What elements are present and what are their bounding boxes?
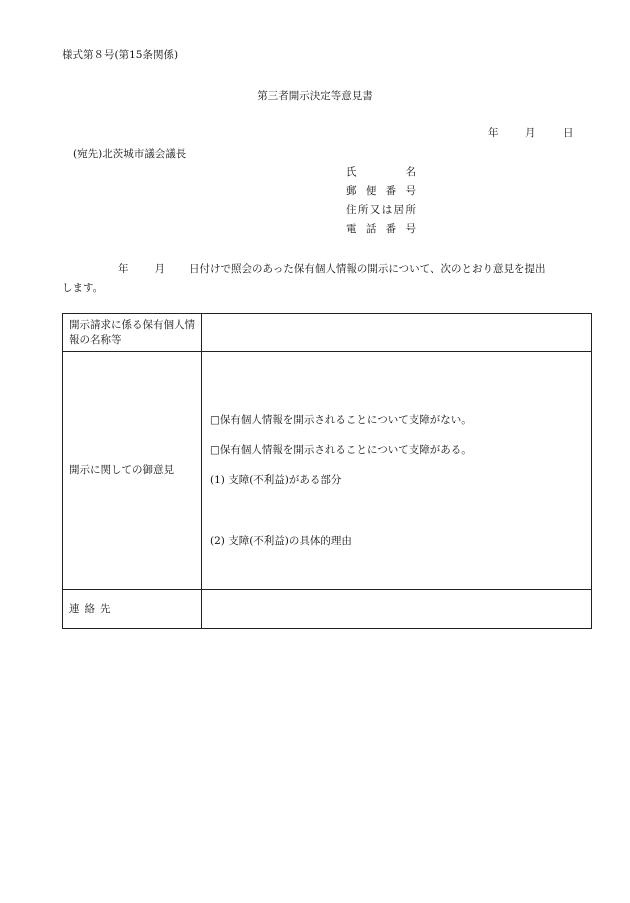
sender-postal-code-label: 郵便番号 [346,185,416,197]
opinion-table [62,313,592,629]
target-info-field[interactable] [202,314,592,352]
document-title: 第三者開示決定等意見書 [257,90,373,102]
subitem-objection-part: (1) 支障(不利益)がある部分 [210,474,342,486]
body-paragraph-line2: します。 [62,282,104,294]
subitem-objection-reason: (2) 支障(不利益)の具体的理由 [210,535,352,547]
body-text: 日付けで照会のあった保有個人情報の開示について、次のとおり意見を提出 [189,263,546,275]
opinion-field[interactable] [202,352,592,590]
date-year: 年 [488,127,499,139]
body-paragraph-line1 [62,262,545,276]
option-has-objection[interactable]: □保有個人情報を開示されることについて支障がある。 [210,444,472,456]
form-number: 様式第８号(第15条関係) [62,49,179,61]
table-row-contact [63,590,592,629]
target-info-label: 開示請求に係る保有個人情報の名称等 [63,314,202,352]
recipient-line: (宛先)北茨城市議会議長 [73,148,187,160]
sender-name-label: 氏名 [346,166,416,178]
body-month: 月 [154,263,165,275]
table-row-opinion [63,352,592,590]
opinion-label: 開示に関しての御意見 [63,352,202,590]
body-year: 年 [118,263,129,275]
table-row-target-info [63,314,592,352]
contact-label: 連絡先 [63,590,202,629]
option-no-objection[interactable]: □保有個人情報を開示されることについて支障がない。 [210,414,472,426]
contact-field[interactable] [202,590,592,629]
sender-phone-label: 電話番号 [346,223,416,235]
date-month: 月 [525,127,536,139]
sender-address-label: 住所又は居所 [346,204,416,216]
date-day: 日 [563,127,574,139]
